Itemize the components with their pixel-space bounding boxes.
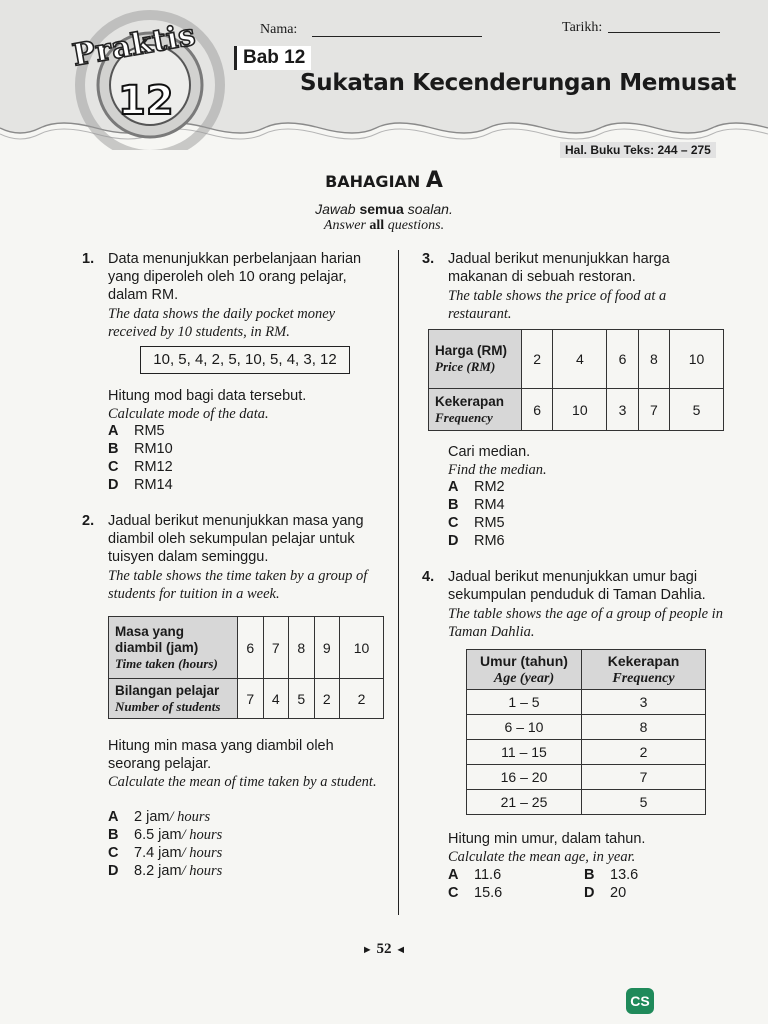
row-label-ms: Bilangan pelajar [115,682,220,698]
instruction-en-part: Answer [323,218,370,233]
column-header-ms: Kekerapan [607,652,680,669]
ask-en: Find the median. [448,462,547,478]
table-row [109,679,384,719]
table-row [109,617,384,679]
chapter-title: Sukatan Kecenderungan Memusat [300,70,737,96]
option-letter: B [448,497,459,513]
table-row [467,740,706,765]
table-row [467,765,706,790]
ask-ms: Hitung min umur, dalam tahun. [448,831,646,847]
table-cell: 9 [314,617,340,679]
instruction-ms-part: Jawab [315,201,360,217]
option-letter: D [108,863,119,879]
q4-options-left [448,866,502,902]
age-cell: 11 – 15 [467,740,582,765]
column-header-en: Age (year) [493,670,555,686]
option-text: 20 [610,885,627,901]
ask-en: Calculate the mean of time taken by a student. [108,774,377,790]
ask-en: Calculate the mean age, in year. [448,849,636,865]
question-text-ms: Jadual berikut menunjukkan umur bagi sekumpulan penduduk di Taman Dahlia. [448,569,706,603]
option-text: 7.4 jam [134,845,182,861]
age-cell: 1 – 5 [467,690,582,715]
option-a[interactable] [108,808,222,826]
q1-options [108,422,173,494]
table-header-row [467,650,706,690]
question-number: 1. [82,251,95,267]
option-text: RM14 [134,477,173,493]
camscanner-logo: CS [626,988,654,1014]
question-text-ms: Data menunjukkan perbelanjaan harian yang diperoleh oleh 10 orang pelajar, dalam RM. [108,251,362,303]
q3-ask [448,443,720,479]
practice-number: 12 [118,78,174,124]
row-label-en: Number of students [115,698,221,714]
option-letter: A [108,809,119,825]
table-cell: 2 [522,330,553,389]
option-letter: C [108,845,119,861]
ask-en: Calculate mode of the data. [108,406,269,422]
q2-options [108,808,222,880]
table-cell: 8 [638,330,669,389]
section-title-letter: A [425,168,443,193]
option-d[interactable] [448,532,505,550]
table-cell: 6 [607,330,638,389]
section-title-prefix: BAHAGIAN [325,172,421,191]
question-3 [422,250,720,323]
instruction-ms-bold: semua [359,201,404,217]
option-a[interactable] [448,866,502,884]
column-header [467,650,582,690]
option-c[interactable] [448,884,502,902]
option-letter: B [584,867,595,883]
option-unit: / hours [181,863,223,879]
ask-ms: Cari median. [448,444,531,460]
q2-table [108,616,384,719]
header-band [0,0,768,157]
option-text: 2 jam [134,809,170,825]
ask-ms: Hitung min masa yang diambil oleh seorang pelajar. [108,738,334,772]
q1-ask [108,387,384,423]
option-text: RM12 [134,459,173,475]
option-b[interactable] [108,440,173,458]
column-divider [398,250,399,915]
option-unit: / hours [181,827,223,843]
table-row [467,790,706,815]
tarikh-label: Tarikh: [562,20,603,35]
option-unit: / hours [169,809,211,825]
table-cell: 4 [263,679,289,719]
table-cell: 4 [553,330,607,389]
q2-ask [108,737,384,791]
option-text: 13.6 [610,867,639,883]
page-number-text: 52 [376,941,392,957]
option-text: RM5 [474,515,505,531]
page-number [0,941,768,958]
q4-options-right [584,866,638,902]
option-letter: D [448,533,459,549]
question-text-en: The data shows the daily pocket money received by 10 students, in RM. [108,306,336,340]
option-c[interactable] [448,514,505,532]
column-header-ms: Umur (tahun) [480,652,568,669]
option-letter: B [108,441,119,457]
option-text: RM10 [134,441,173,457]
table-cell: 7 [238,679,264,719]
option-letter: A [108,423,119,439]
row-label [429,330,522,389]
option-c[interactable] [108,844,222,862]
option-text: RM4 [474,497,505,513]
table-cell: 5 [670,389,724,431]
option-d[interactable] [584,884,638,902]
question-1 [82,250,384,341]
row-label [109,679,238,719]
ask-ms: Hitung mod bagi data tersebut. [108,388,307,404]
option-letter: D [108,477,119,493]
row-label-ms: Kekerapan [435,393,505,409]
table-row [467,690,706,715]
option-a[interactable] [448,478,505,496]
option-letter: D [584,885,595,901]
instruction-en-bold: all [369,218,385,233]
q3-options [448,478,505,550]
age-cell: 16 – 20 [467,765,582,790]
tarikh-field-line[interactable] [608,32,720,33]
section-title [0,168,768,193]
q3-table [428,329,724,431]
nama-label: Nama: [260,22,298,37]
row-label [109,617,238,679]
row-label-en: Frequency [435,409,493,425]
frequency-cell: 7 [582,765,706,790]
question-2 [82,512,384,603]
age-cell: 6 – 10 [467,715,582,740]
table-cell: 7 [638,389,669,431]
table-cell: 5 [289,679,315,719]
option-a[interactable] [108,422,173,440]
table-row [429,330,724,389]
question-number: 3. [422,251,435,267]
table-row [467,715,706,740]
question-text-ms: Jadual berikut menunjukkan masa yang diambil oleh sekumpulan pelajar untuk tuisyen dalam seminggu. [108,513,364,565]
option-d[interactable] [108,862,222,880]
frequency-cell: 5 [582,790,706,815]
table-cell: 6 [522,389,553,431]
option-text: 15.6 [474,885,503,901]
option-unit: / hours [181,845,223,861]
table-cell: 7 [263,617,289,679]
table-cell: 6 [238,617,264,679]
question-text-ms: Jadual berikut menunjukkan harga makanan di sebuah restoran. [448,251,670,285]
row-label-en: Price (RM) [435,359,496,374]
frequency-cell: 2 [582,740,706,765]
table-cell: 3 [607,389,638,431]
option-letter: C [448,515,459,531]
option-text: RM5 [134,423,165,439]
option-text: 6.5 jam [134,827,182,843]
frequency-cell: 8 [582,715,706,740]
table-cell: 10 [340,617,384,679]
instruction-en-part: questions. [384,218,445,233]
option-text: 11.6 [474,867,502,883]
option-c[interactable] [108,458,173,476]
instruction-ms-part: soalan. [403,201,453,217]
praktis-badge-text: Praktis [69,17,199,74]
option-b[interactable] [108,826,222,844]
option-letter: A [448,479,459,495]
question-number: 2. [82,513,95,529]
row-label [429,389,522,431]
question-text-en: The table shows the time taken by a group of students for tuition in a week. [108,568,368,602]
question-4 [422,568,724,641]
option-b[interactable] [584,866,638,884]
textbook-pages-tag: Hal. Buku Teks: 244 – 275 [560,142,716,158]
instruction-ms [0,201,768,217]
frequency-cell: 3 [582,690,706,715]
option-letter: C [448,885,459,901]
page-arrow-right-icon: ◄ [395,944,407,956]
column-header [582,650,706,690]
row-label-ms: Masa yang diambil (jam) [115,623,199,655]
table-cell: 10 [670,330,724,389]
question-text-en: The table shows the price of food at a restaurant. [448,288,667,322]
q4-table [466,649,706,815]
table-cell: 8 [289,617,315,679]
option-d[interactable] [108,476,173,494]
row-label-ms: Harga (RM) [435,343,508,358]
row-label-en: Time taken (hours) [115,655,218,671]
option-text: RM6 [474,533,505,549]
instruction-en [0,218,768,234]
table-row [429,389,724,431]
option-letter: C [108,459,119,475]
q1-data-box: 10, 5, 4, 2, 5, 10, 5, 4, 3, 12 [140,346,350,374]
nama-field-line[interactable] [312,36,482,37]
table-cell: 10 [553,389,607,431]
question-text-en: The table shows the age of a group of people in Taman Dahlia. [448,606,723,640]
q4-ask [448,830,724,866]
option-b[interactable] [448,496,505,514]
age-cell: 21 – 25 [467,790,582,815]
table-cell: 2 [314,679,340,719]
table-cell: 2 [340,679,384,719]
option-text: RM2 [474,479,505,495]
column-header-en: Frequency [612,670,675,686]
option-letter: B [108,827,119,843]
question-number: 4. [422,569,435,585]
option-text: 8.2 jam [134,863,182,879]
chapter-label: Bab 12 [234,46,311,70]
page-arrow-left-icon: ► [361,944,373,956]
option-letter: A [448,867,459,883]
